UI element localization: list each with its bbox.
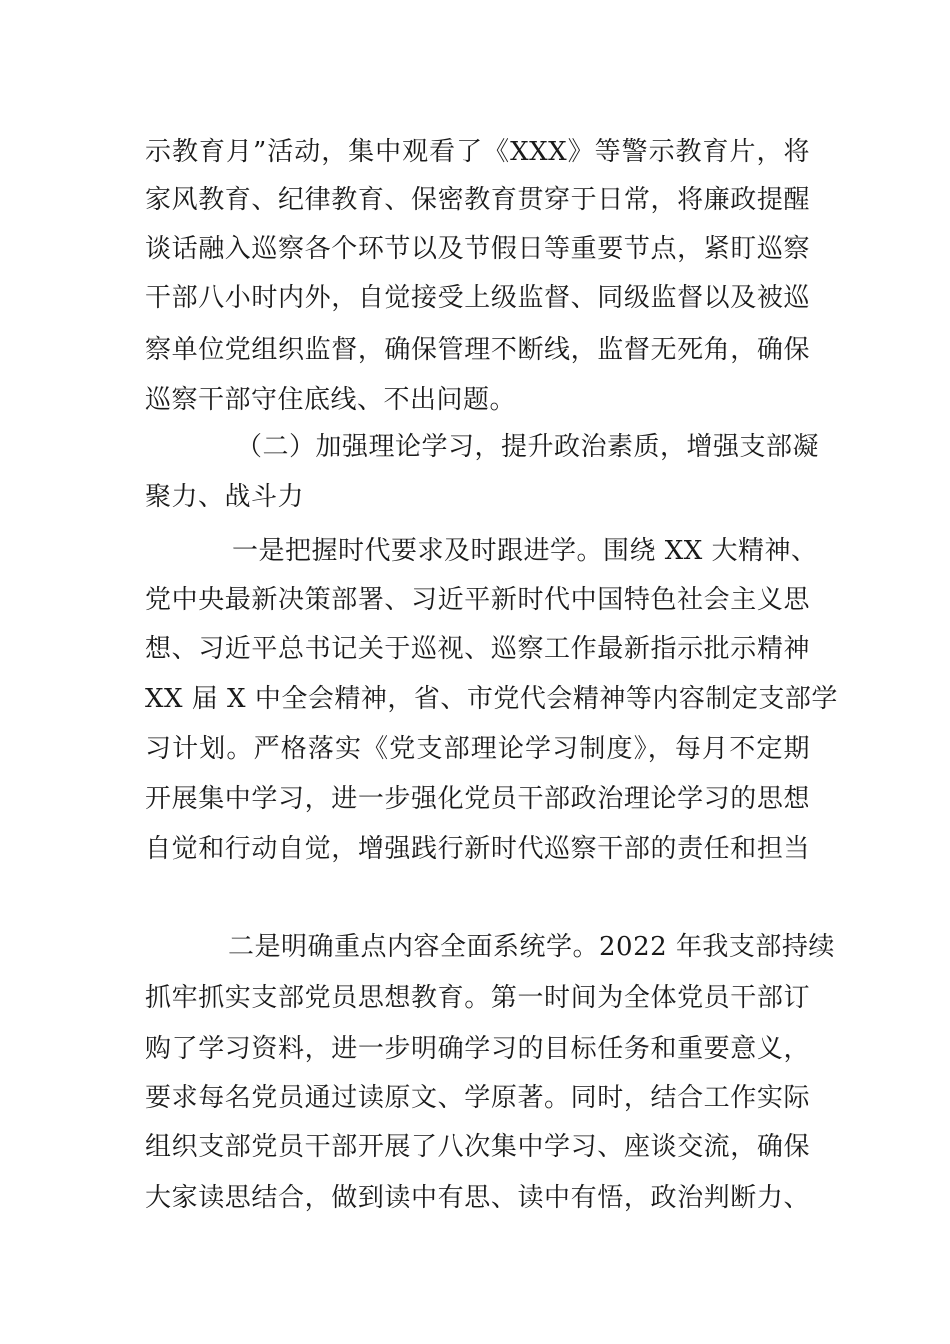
section-heading-2-line-2: 聚力、战斗力 [145, 482, 305, 512]
paragraph-1-line-2: 家风教育、纪律教育、保密教育贯穿于日常，将廉政提醒 [145, 185, 810, 215]
paragraph-2-line-7: 自觉和行动自觉，增强践行新时代巡察干部的责任和担当 [145, 834, 810, 864]
paragraph-3-line-3: 购了学习资料，进一步明确学习的目标任务和重要意义， [145, 1034, 810, 1064]
paragraph-3-line-1: 二是明确重点内容全面系统学。2022 年我支部持续 [228, 932, 835, 962]
paragraph-2-line-1: 一是把握时代要求及时跟进学。围绕 XX 大精神、 [232, 536, 818, 566]
paragraph-3-line-5: 组织支部党员干部开展了八次集中学习、座谈交流，确保 [145, 1132, 810, 1162]
paragraph-1-line-1: 示教育月”活动，集中观看了《XXX》等警示教育片，将 [145, 137, 810, 167]
paragraph-3-line-2: 抓牢抓实支部党员思想教育。第一时间为全体党员干部订 [145, 983, 810, 1013]
section-heading-2-line-1: （二）加强理论学习，提升政治素质，增强支部凝 [236, 432, 820, 462]
paragraph-2-line-6: 开展集中学习，进一步强化党员干部政治理论学习的思想 [145, 784, 810, 814]
paragraph-3-line-4: 要求每名党员通过读原文、学原著。同时，结合工作实际 [145, 1083, 810, 1113]
paragraph-2-line-2: 党中央最新决策部署、习近平新时代中国特色社会主义思 [145, 585, 810, 615]
paragraph-2-line-4: XX 届 X 中全会精神，省、市党代会精神等内容制定支部学 [145, 684, 838, 714]
paragraph-1-line-4: 干部八小时内外，自觉接受上级监督、同级监督以及被巡 [145, 283, 810, 313]
paragraph-1-line-3: 谈话融入巡察各个环节以及节假日等重要节点，紧盯巡察 [145, 234, 810, 264]
paragraph-1-line-6: 巡察干部守住底线、不出问题。 [145, 385, 517, 415]
paragraph-2-line-5: 习计划。严格落实《党支部理论学习制度》，每月不定期 [145, 734, 810, 764]
paragraph-1-line-5: 察单位党组织监督，确保管理不断线，监督无死角，确保 [145, 335, 810, 365]
paragraph-2-line-3: 想、习近平总书记关于巡视、巡察工作最新指示批示精神 [145, 634, 810, 664]
paragraph-3-line-6: 大家读思结合，做到读中有思、读中有悟，政治判断力、 [145, 1183, 810, 1213]
